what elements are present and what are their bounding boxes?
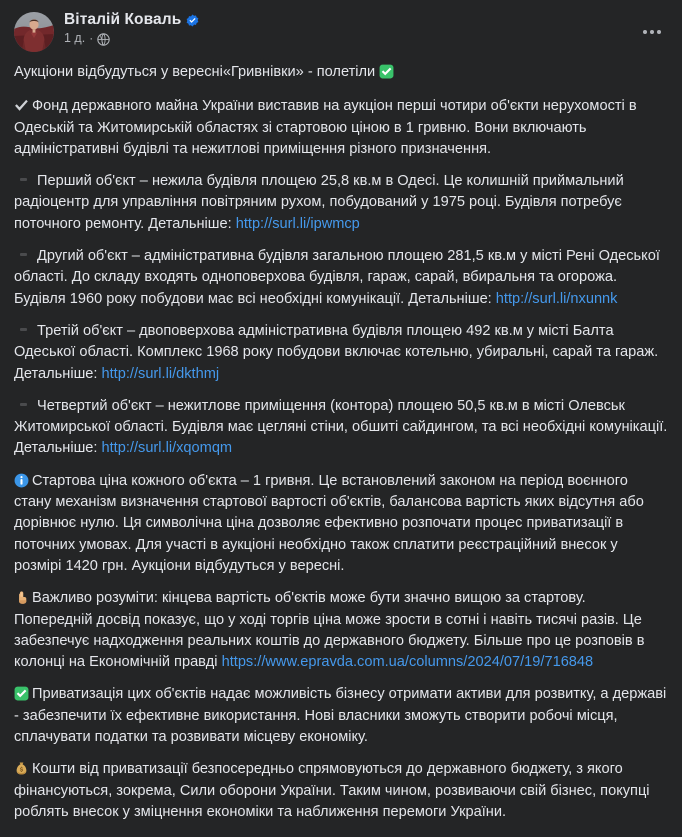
paragraph-text: Приватизація цих об'єктів надає можливість бізнесу отримати активи для розвитку, а державі - забезпечити їх ефективне використання. Нові власники зможуть створити робочі місця, сплачувати податки та розвивати місцеву економіку.	[14, 686, 667, 746]
more-dot	[650, 30, 654, 34]
detail-link-object-2[interactable]: http://surl.li/nxunnk	[495, 290, 618, 307]
detail-link-object-3[interactable]: http://surl.li/dkthmj	[101, 365, 220, 382]
author-name[interactable]: Віталій Коваль	[64, 11, 182, 28]
paragraph-text: Стартова ціна кожного об'єкта – 1 гривня. Це встановлений законом на період воєнного стану механізм визначення стартової вартості об'єктів, балансова вартість яких відсутня або дорівнює нулю. Ця символічна ціна дозволяє ефективно розпочати процес приватизації в поточних умовах. Для участі в аукціоні необхідно також сплатити реєстраційний внесок у розмірі 1420 грн. Аукціони відбудуться у вересні.	[14, 472, 644, 574]
bullet-dash-icon	[20, 178, 27, 181]
post-headline-text: Аукціони відбудуться у вересні«Гривнівки» - полетіли	[14, 64, 380, 80]
paragraph-text: Другий об'єкт – адміністративна будівля загальною площею 281,5 кв.м у місті Рені Одеської області. До складу входять одноповерхова будівля, гараж, сарай, вбиральня та огорожа. Будівля 1960 року побудови має всі необхідні комунікації. Детальніше:	[14, 248, 660, 307]
paragraph-intro	[14, 96, 668, 160]
globe-icon[interactable]	[97, 33, 110, 46]
information-source-icon	[14, 473, 29, 488]
paragraph-funds	[14, 759, 668, 823]
paragraph-starting-price	[14, 471, 668, 577]
paragraph-privatization	[14, 684, 668, 748]
epravda-article-link[interactable]: https://www.epravda.com.ua/columns/2024/07/19/716848	[221, 654, 594, 671]
paragraph-text: Перший об'єкт – нежила будівля площею 25,8 кв.м в Одесі. Це колишній приймальний радіоцентр для управління повітряним рухом, побудований у 1975 році. Будівля потребує поточного ремонту. Детальніше:	[14, 173, 624, 232]
post-headline	[14, 62, 668, 83]
post-header	[0, 0, 682, 56]
moneybag-icon	[14, 761, 29, 776]
paragraph-text: Кошти від приватизації безпосередньо спрямовуються до державного бюджету, з якого фінансуються, зокрема, Сили оборони України. Таким чином, розвиваючи свій бізнес, покупці роблять внесок у зміцнення економіки та наближення перемоги України.	[14, 761, 650, 820]
paragraph-important	[14, 588, 668, 673]
more-dot	[643, 30, 647, 34]
avatar[interactable]	[14, 12, 54, 52]
paragraph-object-1	[14, 171, 668, 235]
paragraph-text: Фонд державного майна України виставив на аукціон перші чотири об'єкти нерухомості в Одеській та Житомирській областях зі стартовою ціною в 1 гривню. Вони включають адміністративні будівлі та нежитлові приміщення різного призначення.	[14, 98, 637, 157]
meta-separator: ·	[89, 31, 94, 46]
paragraph-text: Четвертий об'єкт – нежитлове приміщення (контора) площею 50,5 кв.м в місті Олевськ Житомирської області. Будівля має цегляні стіни, обшиті сайдингом, та всі необхідні комунікації. Детальніше:	[14, 397, 668, 457]
post-timestamp[interactable]: 1 д.	[64, 31, 86, 46]
heavy-check-mark-icon	[14, 98, 29, 113]
post-options-button[interactable]	[636, 16, 668, 48]
verified-badge-icon	[186, 14, 199, 27]
post-meta	[64, 31, 199, 45]
post-body	[0, 56, 682, 837]
bullet-dash-icon	[20, 328, 27, 331]
paragraph-object-3	[14, 321, 668, 385]
author-row	[64, 11, 199, 28]
detail-link-object-1[interactable]: http://surl.li/ipwmcp	[235, 215, 360, 232]
point-up-icon	[14, 590, 29, 605]
detail-link-object-4[interactable]: http://surl.li/xqomqm	[101, 440, 233, 457]
white-check-mark-icon	[14, 686, 29, 701]
bullet-dash-icon	[20, 403, 27, 406]
white-check-mark-icon	[379, 64, 394, 79]
more-dot	[657, 30, 661, 34]
bullet-dash-icon	[20, 253, 27, 256]
paragraph-text: Третій об'єкт – двоповерхова адміністративна будівля площею 492 кв.м у місті Балта Одеської області. Комплекс 1968 року побудови включає котельню, убиральні, сарай та гараж. Детальніше:	[14, 322, 659, 382]
post-header-text	[64, 10, 199, 45]
paragraph-text: Важливо розуміти: кінцева вартість об'єктів може бути значно вищою за стартову. Попередній досвід показує, що у ході торгів ціна може зрости в сотні і навіть тисячі разів. Це забезпечує надходження реальних коштів до державного бюджету. Більше про це розповів в колонці на Економічній правді	[14, 590, 645, 671]
paragraph-object-4	[14, 396, 668, 460]
paragraph-object-2	[14, 246, 668, 310]
